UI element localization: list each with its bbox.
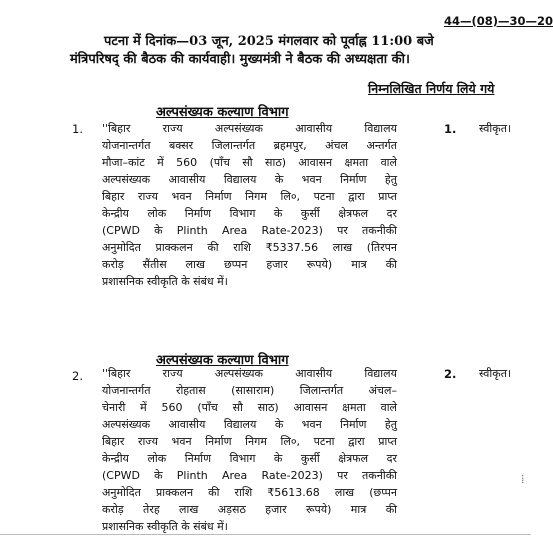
item-2-text: [102, 365, 397, 535]
item-2-line: अल्पसंख्यक आवासीय विद्यालय के भवन निर्माण हेतु: [102, 418, 397, 431]
intro-line-2: मंत्रिपरिषद् की बैठक की कार्यवाही। मुख्यमंत्री ने बैठक की अध्यक्षता की।: [70, 52, 410, 67]
item-2-line: चेनारी में 560 (पाँच सौ साठ) आवासन क्षमता वाले: [102, 401, 397, 414]
item-2-line: प्रशासनिक स्वीकृति के संबंध में।: [102, 520, 228, 533]
item-2-line: बिहार राज्य भवन निर्माण निगम लि०, पटना द्वारा प्राप्त: [102, 435, 397, 448]
item-2-decision-number: 2.: [444, 367, 457, 381]
item-1-text: [102, 120, 397, 290]
item-2-line: केन्द्रीय लोक निर्माण विभाग के कुर्सी क्षेत्रफल दर: [102, 452, 397, 465]
item-1-line: केन्द्रीय लोक निर्माण विभाग के कुर्सी क्षेत्रफल दर: [102, 207, 397, 220]
item-1-department: अल्पसंख्यक कल्याण विभाग: [156, 105, 289, 120]
item-1-number: 1.: [72, 122, 83, 136]
item-1-line: करोड़ सैंतीस लाख छप्पन हजार रूपये) मात्र की: [102, 258, 397, 271]
item-2-line: योजनान्तर्गत रोहतास (सासाराम) जिलान्तर्गत अंचल–: [102, 384, 397, 397]
item-1-decision-status: स्वीकृत।: [479, 122, 512, 135]
decisions-heading: निम्नलिखित निर्णय लिये गये: [368, 81, 495, 96]
page-bottom-divider: [0, 534, 531, 535]
item-2-line: (CPWD के Plinth Area Rate-2023) पर तकनीकी: [102, 469, 397, 482]
item-1-line: योजनान्तर्गत बक्सर जिलान्तर्गत ब्रहमपुर, अंचल अन्तर्गत: [102, 139, 397, 152]
intro-line-1: पटना में दिनांक—03 जून, 2025 मंगलवार को पूर्वाह्न 11:00 बजे: [104, 34, 434, 49]
item-2-department: अल्पसंख्यक कल्याण विभाग: [156, 353, 289, 368]
item-1-line: बिहार राज्य भवन निर्माण निगम लि०, पटना द्वारा प्राप्त: [102, 190, 397, 203]
item-1-line: ''बिहार राज्य अल्पसंख्यक आवासीय विद्यालय: [102, 122, 397, 135]
item-1-decision-number: 1.: [444, 122, 457, 136]
item-2-decision-status: स्वीकृत।: [479, 367, 512, 380]
item-2-number: 2.: [72, 369, 83, 383]
item-2-line: अनुमोदित प्राक्कलन की राशि ₹5613.68 लाख (छप्पन: [102, 486, 397, 499]
reference-number: 44—(08)—30—20: [444, 14, 553, 28]
item-1-line: प्रशासनिक स्वीकृति के संबंध में।: [102, 275, 228, 288]
item-1-line: मौजा–कांट में 560 (पाँच सौ साठ) आवासन क्षमता वाले: [102, 156, 397, 169]
margin-mark: ⁞: [521, 472, 525, 486]
item-2-line: करोड़ तेरह लाख अड़सठ हजार रूपये) मात्र की: [102, 503, 397, 516]
item-2-line: ''बिहार राज्य अल्पसंख्यक आवासीय विद्यालय: [102, 367, 397, 380]
item-1-line: (CPWD के Plinth Area Rate-2023) पर तकनीकी: [102, 224, 397, 237]
item-1-line: अनुमोदित प्राक्कलन की राशि ₹5337.56 लाख (तिरपन: [102, 241, 397, 254]
item-1-line: अल्पसंख्यक आवासीय विद्यालय के भवन निर्माण हेतु: [102, 173, 397, 186]
